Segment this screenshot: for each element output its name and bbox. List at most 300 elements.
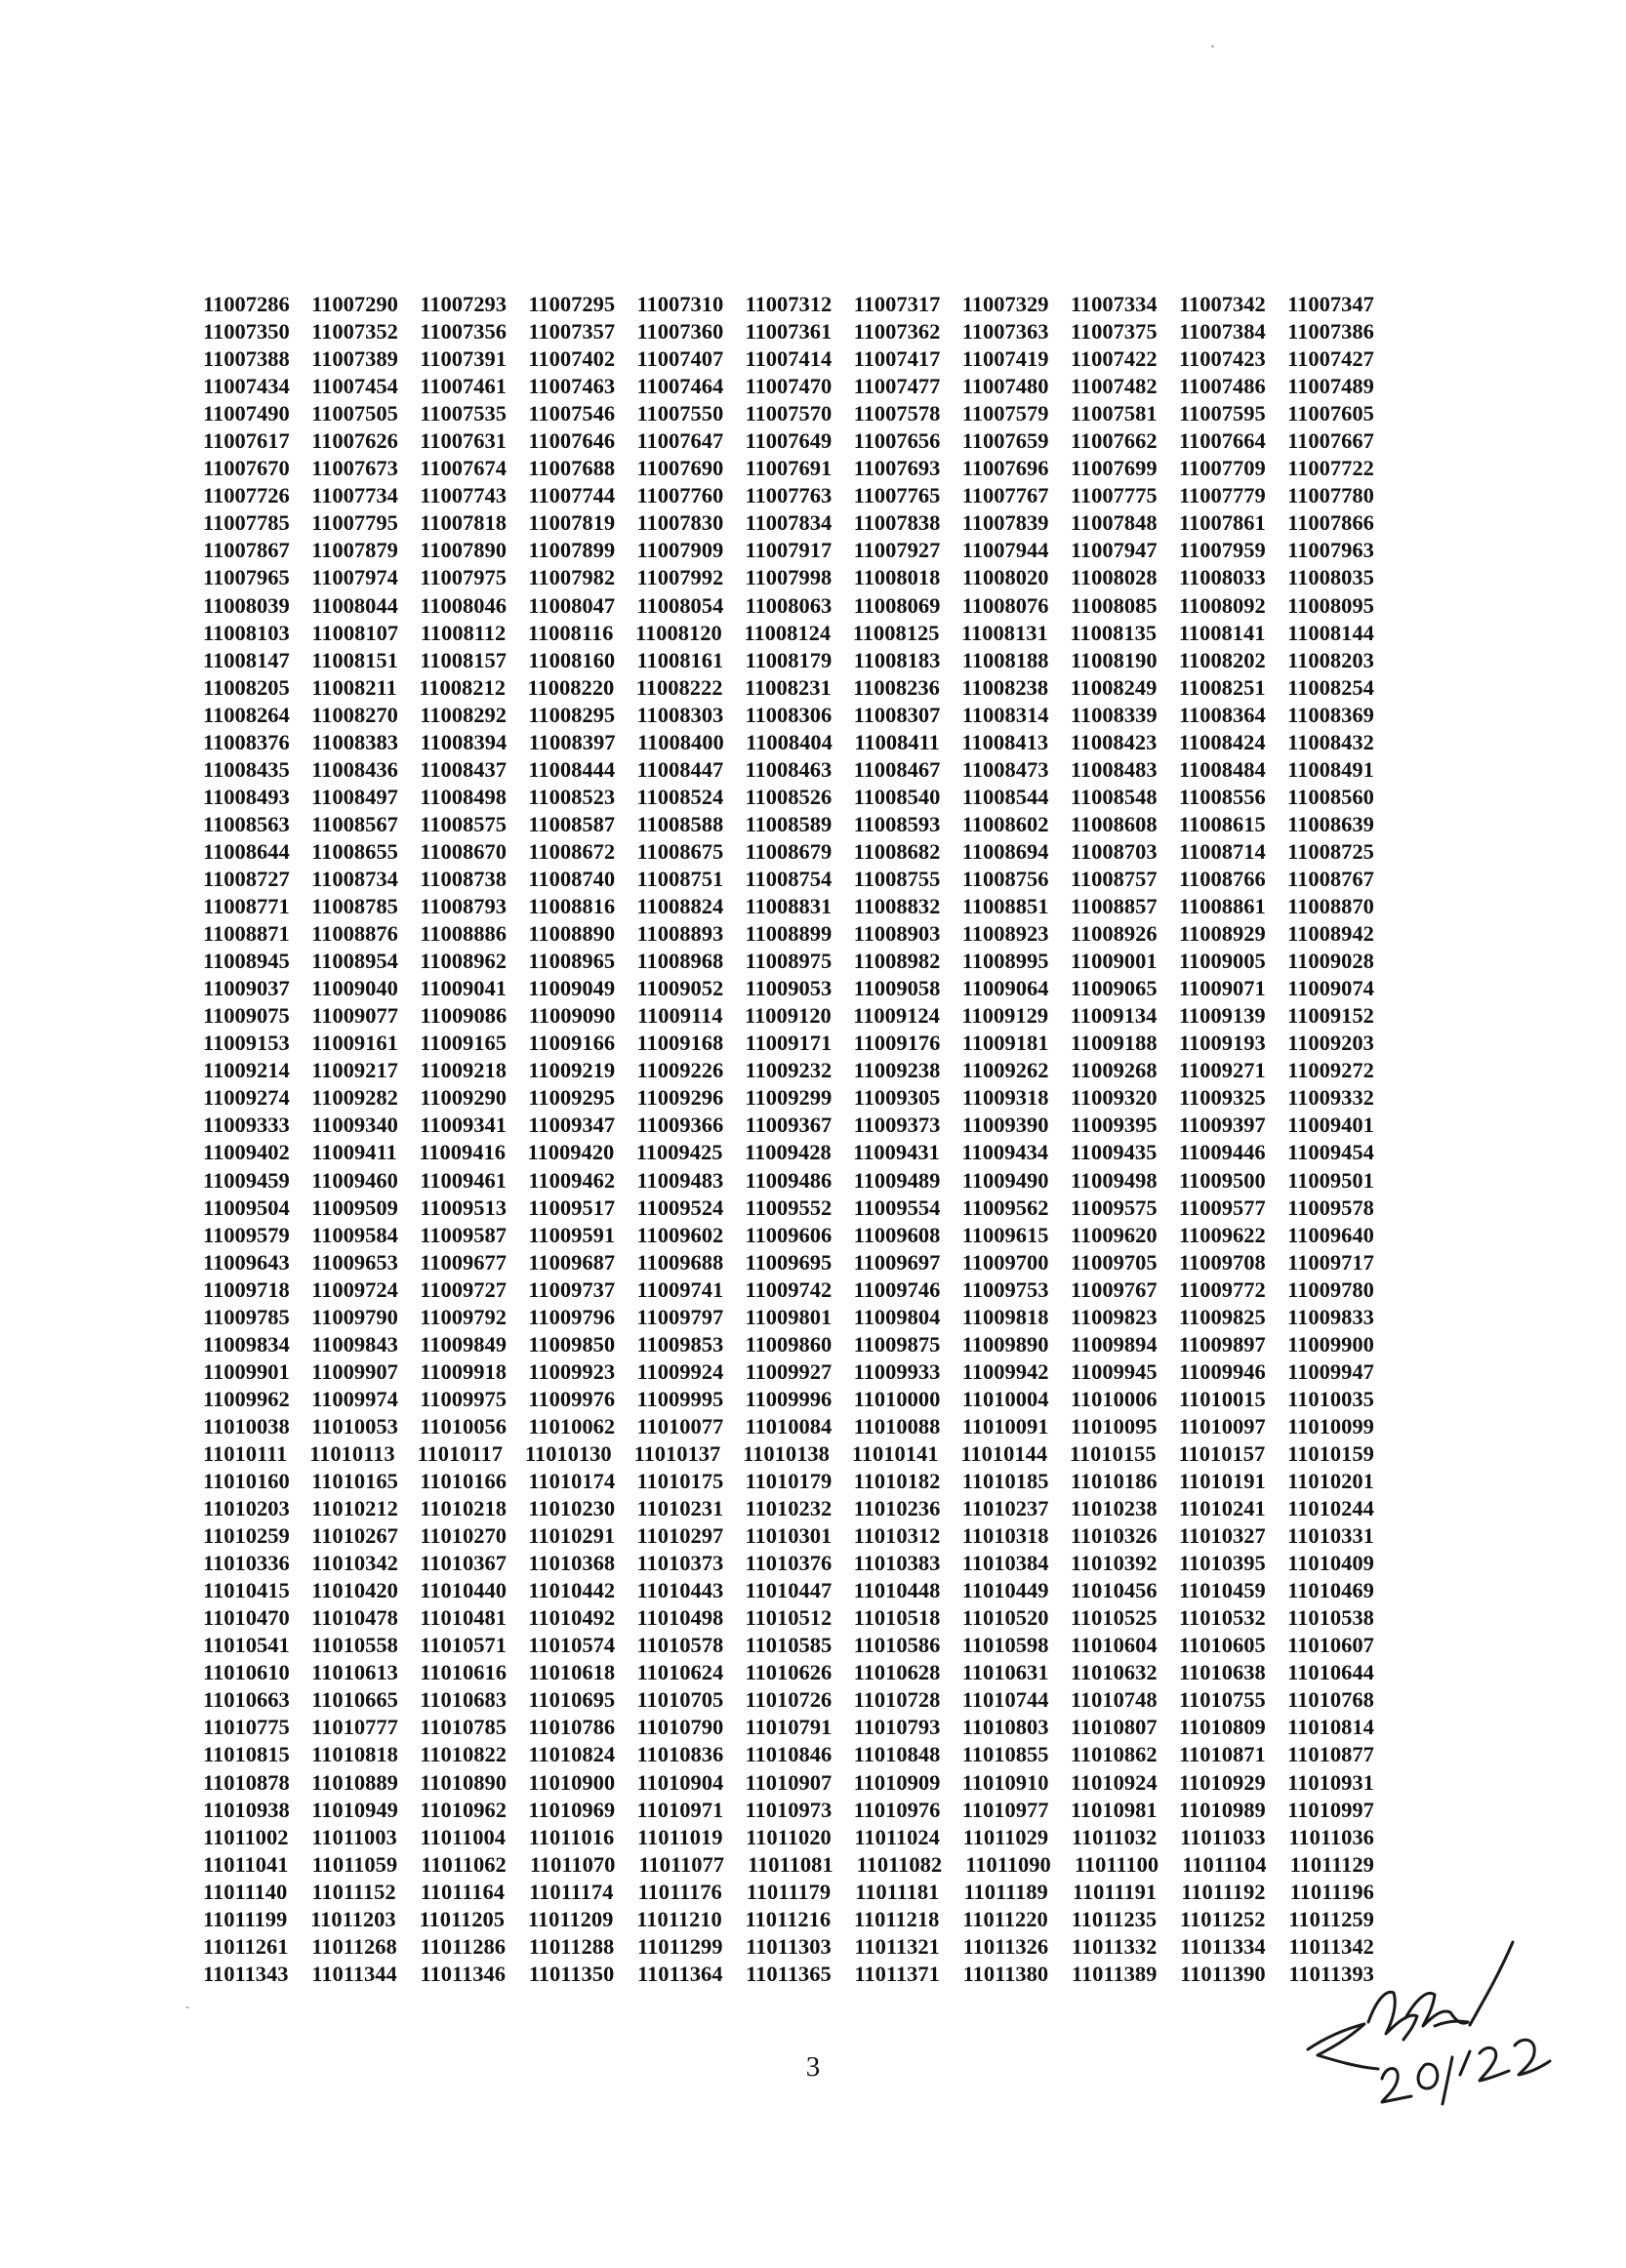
number-row [203, 838, 1374, 866]
roll-number: 11009152 [1287, 1003, 1374, 1029]
roll-number: 11008560 [1287, 784, 1374, 809]
roll-number: 11008212 [419, 674, 506, 700]
roll-number: 11009834 [203, 1331, 290, 1357]
number-row [203, 1879, 1374, 1906]
roll-number: 11009790 [311, 1304, 398, 1329]
roll-number: 11011326 [962, 1933, 1049, 1959]
roll-number: 11008893 [636, 921, 724, 947]
roll-number: 11009114 [636, 1003, 723, 1029]
roll-number: 11011389 [1071, 1961, 1158, 1986]
roll-number: 11010836 [636, 1742, 724, 1767]
roll-number: 11010768 [1287, 1687, 1374, 1713]
roll-number: 11008857 [1070, 894, 1158, 919]
roll-number: 11007386 [1287, 319, 1374, 344]
roll-number: 11009724 [311, 1276, 398, 1302]
roll-number: 11008602 [961, 811, 1049, 836]
roll-number: 11008926 [1070, 921, 1158, 947]
roll-number: 11010981 [1070, 1797, 1158, 1822]
roll-number: 11008183 [853, 647, 941, 672]
roll-number: 11008033 [1178, 565, 1266, 590]
number-row [203, 318, 1374, 345]
roll-number: 11008095 [1287, 592, 1374, 618]
roll-number: 11011371 [854, 1961, 940, 1986]
roll-number: 11008675 [636, 838, 724, 864]
number-row [203, 1276, 1374, 1304]
roll-number: 11009780 [1287, 1276, 1374, 1302]
roll-number: 11009918 [420, 1358, 507, 1384]
roll-number: 11008563 [203, 811, 290, 836]
roll-number: 11009890 [961, 1331, 1049, 1357]
roll-number: 11009501 [1287, 1167, 1374, 1193]
roll-number: 11008383 [311, 729, 398, 754]
roll-number: 11010520 [961, 1605, 1049, 1631]
roll-number: 11010077 [636, 1413, 724, 1438]
number-row [203, 345, 1374, 373]
roll-number: 11008120 [634, 620, 722, 645]
roll-number: 11009074 [1287, 976, 1374, 1001]
roll-number: 11009064 [961, 976, 1049, 1001]
roll-number: 11010237 [961, 1496, 1049, 1521]
roll-number: 11008757 [1070, 866, 1158, 891]
roll-number: 11007659 [961, 428, 1049, 454]
roll-number: 11009923 [528, 1358, 616, 1384]
roll-number: 11007423 [1178, 346, 1266, 372]
roll-number: 11008092 [1178, 592, 1266, 618]
roll-number: 11007482 [1070, 374, 1158, 399]
roll-number: 11008644 [203, 838, 290, 864]
number-row [203, 756, 1374, 784]
roll-number: 11010301 [745, 1523, 833, 1549]
roll-number: 11011365 [746, 1961, 832, 1986]
roll-number: 11010004 [961, 1386, 1049, 1411]
roll-number: 11009653 [311, 1249, 398, 1275]
roll-number: 11010326 [1070, 1523, 1158, 1549]
roll-number: 11010291 [528, 1523, 616, 1549]
roll-number: 11007667 [1287, 428, 1374, 454]
roll-number: 11010218 [420, 1496, 507, 1521]
roll-number: 11009431 [853, 1140, 940, 1165]
roll-number: 11009976 [528, 1386, 616, 1411]
roll-number: 11011189 [963, 1879, 1048, 1904]
roll-number: 11009305 [853, 1085, 941, 1111]
number-row [203, 811, 1374, 838]
number-row [203, 564, 1374, 591]
roll-number: 11009420 [527, 1140, 615, 1165]
roll-number: 11010744 [961, 1687, 1049, 1713]
roll-number: 11011205 [419, 1906, 505, 1931]
number-row [203, 482, 1374, 509]
roll-number: 11009584 [311, 1222, 398, 1247]
roll-number: 11008899 [745, 921, 833, 947]
roll-number: 11008028 [1070, 565, 1158, 590]
roll-number: 11009804 [853, 1304, 941, 1329]
number-row [203, 866, 1374, 893]
roll-number: 11008424 [1178, 729, 1266, 754]
roll-number: 11009615 [961, 1222, 1049, 1247]
roll-number: 11008124 [744, 620, 832, 645]
roll-number: 11010232 [745, 1496, 833, 1521]
roll-number: 11007427 [1287, 346, 1374, 372]
roll-number: 11010632 [1070, 1660, 1158, 1685]
roll-number: 11010855 [961, 1742, 1049, 1767]
roll-number: 11008491 [1287, 756, 1374, 782]
roll-number: 11008035 [1287, 565, 1374, 590]
roll-number: 11010447 [745, 1578, 833, 1603]
roll-number: 11010793 [853, 1715, 941, 1740]
roll-number: 11011299 [636, 1933, 723, 1959]
roll-number: 11009489 [853, 1167, 941, 1193]
roll-number: 11009500 [1178, 1167, 1266, 1193]
roll-number: 11011191 [1072, 1879, 1158, 1904]
roll-number: 11008203 [1287, 647, 1374, 672]
roll-number: 11009796 [528, 1304, 616, 1329]
roll-number: 11011332 [1071, 1933, 1158, 1959]
roll-number: 11008497 [311, 784, 398, 809]
roll-number: 11010785 [420, 1715, 507, 1740]
roll-number: 11009166 [528, 1031, 616, 1056]
roll-number: 11008982 [853, 949, 941, 974]
roll-number: 11008018 [853, 565, 941, 590]
roll-number: 11010297 [636, 1523, 724, 1549]
roll-number: 11007909 [636, 538, 724, 563]
roll-number: 11008738 [420, 866, 507, 891]
roll-number: 11010056 [420, 1413, 507, 1438]
roll-number: 11008076 [961, 592, 1049, 618]
roll-number: 11009577 [1178, 1195, 1266, 1220]
roll-number: 11011070 [529, 1851, 616, 1877]
roll-number: 11009219 [528, 1058, 616, 1083]
roll-number: 11008020 [961, 565, 1049, 590]
roll-number: 11009139 [1178, 1003, 1266, 1029]
number-row [203, 1961, 1374, 1988]
roll-number: 11007310 [636, 292, 724, 316]
roll-number: 11011129 [1289, 1851, 1374, 1877]
roll-number: 11007342 [1178, 292, 1266, 316]
roll-number: 11010907 [745, 1769, 833, 1795]
roll-number: 11008785 [311, 894, 398, 919]
roll-number: 11009620 [1070, 1222, 1158, 1247]
roll-number: 11007578 [853, 401, 941, 426]
roll-number: 11010392 [1070, 1551, 1158, 1576]
roll-number: 11008039 [203, 592, 290, 618]
roll-number: 11007780 [1287, 483, 1374, 508]
roll-number: 11010091 [961, 1413, 1049, 1438]
number-row [203, 1331, 1374, 1358]
roll-number: 11009833 [1287, 1304, 1374, 1329]
number-row [203, 1824, 1374, 1851]
roll-number: 11009049 [528, 976, 616, 1001]
roll-number: 11011082 [856, 1851, 943, 1877]
number-row [203, 1522, 1374, 1550]
roll-number: 11008965 [528, 949, 616, 974]
roll-number: 11009218 [420, 1058, 507, 1083]
roll-number: 11011321 [854, 1933, 940, 1959]
roll-number: 11009402 [203, 1140, 290, 1165]
roll-number: 11010053 [311, 1413, 398, 1438]
number-row [203, 893, 1374, 920]
roll-number: 11008103 [203, 620, 290, 645]
roll-number: 11007838 [853, 510, 941, 536]
number-row [203, 537, 1374, 564]
roll-number: 11010481 [420, 1605, 507, 1631]
roll-number: 11008364 [1178, 702, 1266, 727]
roll-number: 11008942 [1287, 921, 1374, 947]
roll-number: 11011104 [1182, 1851, 1267, 1877]
roll-number: 11011261 [203, 1933, 289, 1959]
roll-number: 11009513 [420, 1195, 507, 1220]
roll-number: 11010367 [420, 1551, 507, 1576]
roll-number: 11007646 [528, 428, 616, 454]
roll-number: 11010236 [853, 1496, 941, 1521]
roll-number: 11009705 [1070, 1249, 1158, 1275]
roll-number: 11008473 [961, 756, 1049, 782]
roll-number: 11009552 [745, 1195, 833, 1220]
roll-number: 11007848 [1070, 510, 1158, 536]
roll-number: 11008734 [311, 866, 398, 891]
roll-number: 11009461 [420, 1167, 507, 1193]
roll-number: 11011179 [746, 1879, 832, 1904]
roll-number: 11010095 [1070, 1413, 1158, 1438]
number-row [203, 1413, 1374, 1440]
roll-number: 11010949 [311, 1797, 398, 1822]
roll-number: 11008824 [636, 894, 724, 919]
roll-number: 11008303 [636, 702, 724, 727]
roll-number: 11007480 [961, 374, 1049, 399]
roll-number: 11007295 [528, 292, 616, 316]
roll-number: 11010574 [528, 1633, 616, 1658]
roll-number: 11009700 [961, 1249, 1049, 1275]
roll-number: 11009825 [1178, 1304, 1266, 1329]
roll-number: 11007696 [961, 456, 1049, 481]
roll-number: 11007959 [1178, 538, 1266, 563]
roll-number: 11008694 [961, 838, 1049, 864]
roll-number: 11009075 [203, 1003, 290, 1029]
roll-number: 11009602 [636, 1222, 724, 1247]
roll-number: 11010616 [420, 1660, 507, 1685]
number-row [203, 702, 1374, 729]
roll-number: 11008411 [854, 729, 940, 754]
roll-number: 11007489 [1287, 374, 1374, 399]
roll-number: 11010815 [203, 1742, 290, 1767]
number-row [203, 975, 1374, 1002]
roll-number: 11008188 [961, 647, 1049, 672]
number-row [203, 373, 1374, 400]
roll-number: 11010791 [745, 1715, 833, 1740]
number-row [203, 1167, 1374, 1195]
roll-number: 11009498 [1070, 1167, 1158, 1193]
roll-number: 11009875 [853, 1331, 941, 1357]
roll-number: 11009509 [311, 1195, 398, 1220]
roll-number: 11007795 [311, 510, 398, 536]
roll-number: 11010848 [853, 1742, 941, 1767]
roll-number: 11008767 [1287, 866, 1374, 891]
roll-number: 11009737 [528, 1276, 616, 1302]
roll-number: 11009792 [420, 1304, 507, 1329]
roll-number: 11009090 [528, 1003, 616, 1029]
roll-number: 11011002 [203, 1824, 289, 1849]
roll-number: 11010807 [1070, 1715, 1158, 1740]
roll-number: 11010201 [1287, 1469, 1374, 1494]
roll-number: 11010231 [636, 1496, 724, 1521]
roll-number: 11010113 [309, 1440, 395, 1466]
roll-number: 11011210 [636, 1906, 722, 1931]
roll-number: 11010818 [311, 1742, 398, 1767]
roll-number: 11009717 [1287, 1249, 1374, 1275]
roll-number: 11011344 [311, 1961, 397, 1986]
roll-number: 11008292 [420, 702, 507, 727]
roll-number: 11009554 [853, 1195, 941, 1220]
roll-number: 11009695 [745, 1249, 833, 1275]
roll-number: 11009823 [1070, 1304, 1158, 1329]
roll-number: 11009850 [528, 1331, 616, 1357]
roll-number: 11009947 [1287, 1358, 1374, 1384]
number-row [203, 1195, 1374, 1222]
roll-number: 11008832 [853, 894, 941, 919]
roll-number: 11010174 [528, 1469, 616, 1494]
roll-number: 11008484 [1178, 756, 1266, 782]
roll-number: 11009271 [1178, 1058, 1266, 1083]
roll-number: 11008615 [1178, 811, 1266, 836]
roll-number: 11008727 [203, 866, 290, 891]
roll-number: 11009318 [961, 1085, 1049, 1111]
roll-number: 11008054 [636, 592, 724, 618]
roll-number: 11010626 [745, 1660, 833, 1685]
roll-number: 11009299 [745, 1085, 833, 1111]
roll-number: 11009274 [203, 1085, 290, 1111]
roll-number: 11009153 [203, 1031, 290, 1056]
number-row [203, 1440, 1374, 1468]
roll-number: 11010604 [1070, 1633, 1158, 1658]
roll-number: 11007579 [961, 401, 1049, 426]
roll-number: 11007899 [528, 538, 616, 563]
number-row [203, 620, 1374, 647]
roll-number: 11009040 [311, 976, 398, 1001]
number-row [203, 729, 1374, 756]
roll-number: 11010997 [1287, 1797, 1374, 1822]
scan-speck [185, 2006, 189, 2008]
roll-number: 11008404 [746, 729, 833, 754]
roll-number: 11008540 [853, 784, 941, 809]
roll-number: 11007866 [1287, 510, 1374, 536]
roll-number: 11009517 [528, 1195, 616, 1220]
roll-number: 11010871 [1178, 1742, 1266, 1767]
roll-number: 11011218 [853, 1906, 940, 1931]
roll-number: 11011059 [311, 1851, 398, 1877]
roll-number: 11011393 [1288, 1961, 1374, 1986]
roll-number: 11009290 [420, 1085, 507, 1111]
roll-number: 11007726 [203, 483, 290, 508]
roll-number: 11011259 [1288, 1906, 1374, 1931]
roll-number: 11008639 [1287, 811, 1374, 836]
roll-number: 11009746 [853, 1276, 941, 1302]
roll-number: 11010924 [1070, 1769, 1158, 1795]
number-row [203, 1686, 1374, 1714]
roll-number: 11010160 [203, 1469, 290, 1494]
roll-number: 11007879 [311, 538, 398, 563]
roll-number: 11011303 [746, 1933, 832, 1959]
roll-number: 11009411 [311, 1140, 397, 1165]
roll-number: 11009005 [1178, 949, 1266, 974]
roll-number: 11009772 [1178, 1276, 1266, 1302]
roll-number: 11008151 [311, 647, 398, 672]
number-row [203, 1249, 1374, 1276]
roll-number: 11008771 [203, 894, 290, 919]
roll-number: 11010097 [1178, 1413, 1266, 1438]
roll-number: 11009843 [311, 1331, 398, 1357]
roll-number: 11010062 [528, 1413, 616, 1438]
roll-number: 11010336 [203, 1551, 290, 1576]
number-row [203, 1030, 1374, 1057]
roll-number: 11011334 [1180, 1933, 1266, 1959]
roll-number: 11009753 [961, 1276, 1049, 1302]
roll-number: 11008567 [311, 811, 398, 836]
roll-number: 11008307 [853, 702, 941, 727]
roll-number: 11011100 [1074, 1851, 1159, 1877]
roll-number: 11008295 [528, 702, 616, 727]
roll-number: 11009924 [636, 1358, 724, 1384]
roll-number: 11009460 [311, 1167, 398, 1193]
roll-number: 11007649 [745, 428, 833, 454]
roll-number: 11011016 [528, 1824, 615, 1849]
roll-number: 11010665 [311, 1687, 398, 1713]
roll-number: 11007965 [203, 565, 290, 590]
roll-number: 11008954 [311, 949, 398, 974]
roll-number: 11008236 [853, 674, 940, 700]
roll-number: 11009677 [420, 1249, 507, 1275]
roll-number: 11007486 [1178, 374, 1266, 399]
roll-number: 11008493 [203, 784, 290, 809]
roll-number: 11009168 [636, 1031, 724, 1056]
roll-number: 11010822 [420, 1742, 507, 1767]
roll-number: 11011019 [636, 1824, 723, 1849]
roll-number: 11010973 [745, 1797, 833, 1822]
roll-number: 11009333 [203, 1113, 290, 1138]
roll-number: 11008751 [636, 866, 724, 891]
roll-number: 11008369 [1287, 702, 1374, 727]
number-row [203, 674, 1374, 702]
roll-number: 11010456 [1070, 1578, 1158, 1603]
roll-number: 11010890 [420, 1769, 507, 1795]
roll-number: 11009486 [745, 1167, 833, 1193]
roll-number: 11008890 [528, 921, 616, 947]
roll-number: 11010777 [311, 1715, 398, 1740]
roll-number: 11010989 [1178, 1797, 1266, 1822]
roll-number: 11008851 [961, 894, 1049, 919]
roll-number: 11010878 [203, 1769, 290, 1795]
roll-number: 11010259 [203, 1523, 290, 1549]
roll-number: 11008141 [1178, 620, 1266, 645]
roll-number: 11007375 [1070, 319, 1158, 344]
roll-number: 11007861 [1178, 510, 1266, 536]
roll-number: 11010631 [961, 1660, 1049, 1685]
roll-number: 11008923 [961, 921, 1049, 947]
roll-number: 11007765 [853, 483, 941, 508]
roll-number: 11007286 [203, 292, 290, 316]
roll-number: 11009860 [745, 1331, 833, 1357]
roll-number: 11010318 [961, 1523, 1049, 1549]
number-row [203, 1084, 1374, 1112]
roll-number: 11007688 [528, 456, 616, 481]
roll-number: 11008085 [1070, 592, 1158, 618]
roll-number: 11008876 [311, 921, 398, 947]
roll-number: 11007362 [853, 319, 941, 344]
roll-number: 11010165 [311, 1469, 398, 1494]
roll-number: 11009801 [745, 1304, 833, 1329]
number-row [203, 1659, 1374, 1686]
number-row [203, 647, 1374, 674]
roll-number: 11010683 [420, 1687, 507, 1713]
roll-number: 11007691 [745, 456, 833, 481]
